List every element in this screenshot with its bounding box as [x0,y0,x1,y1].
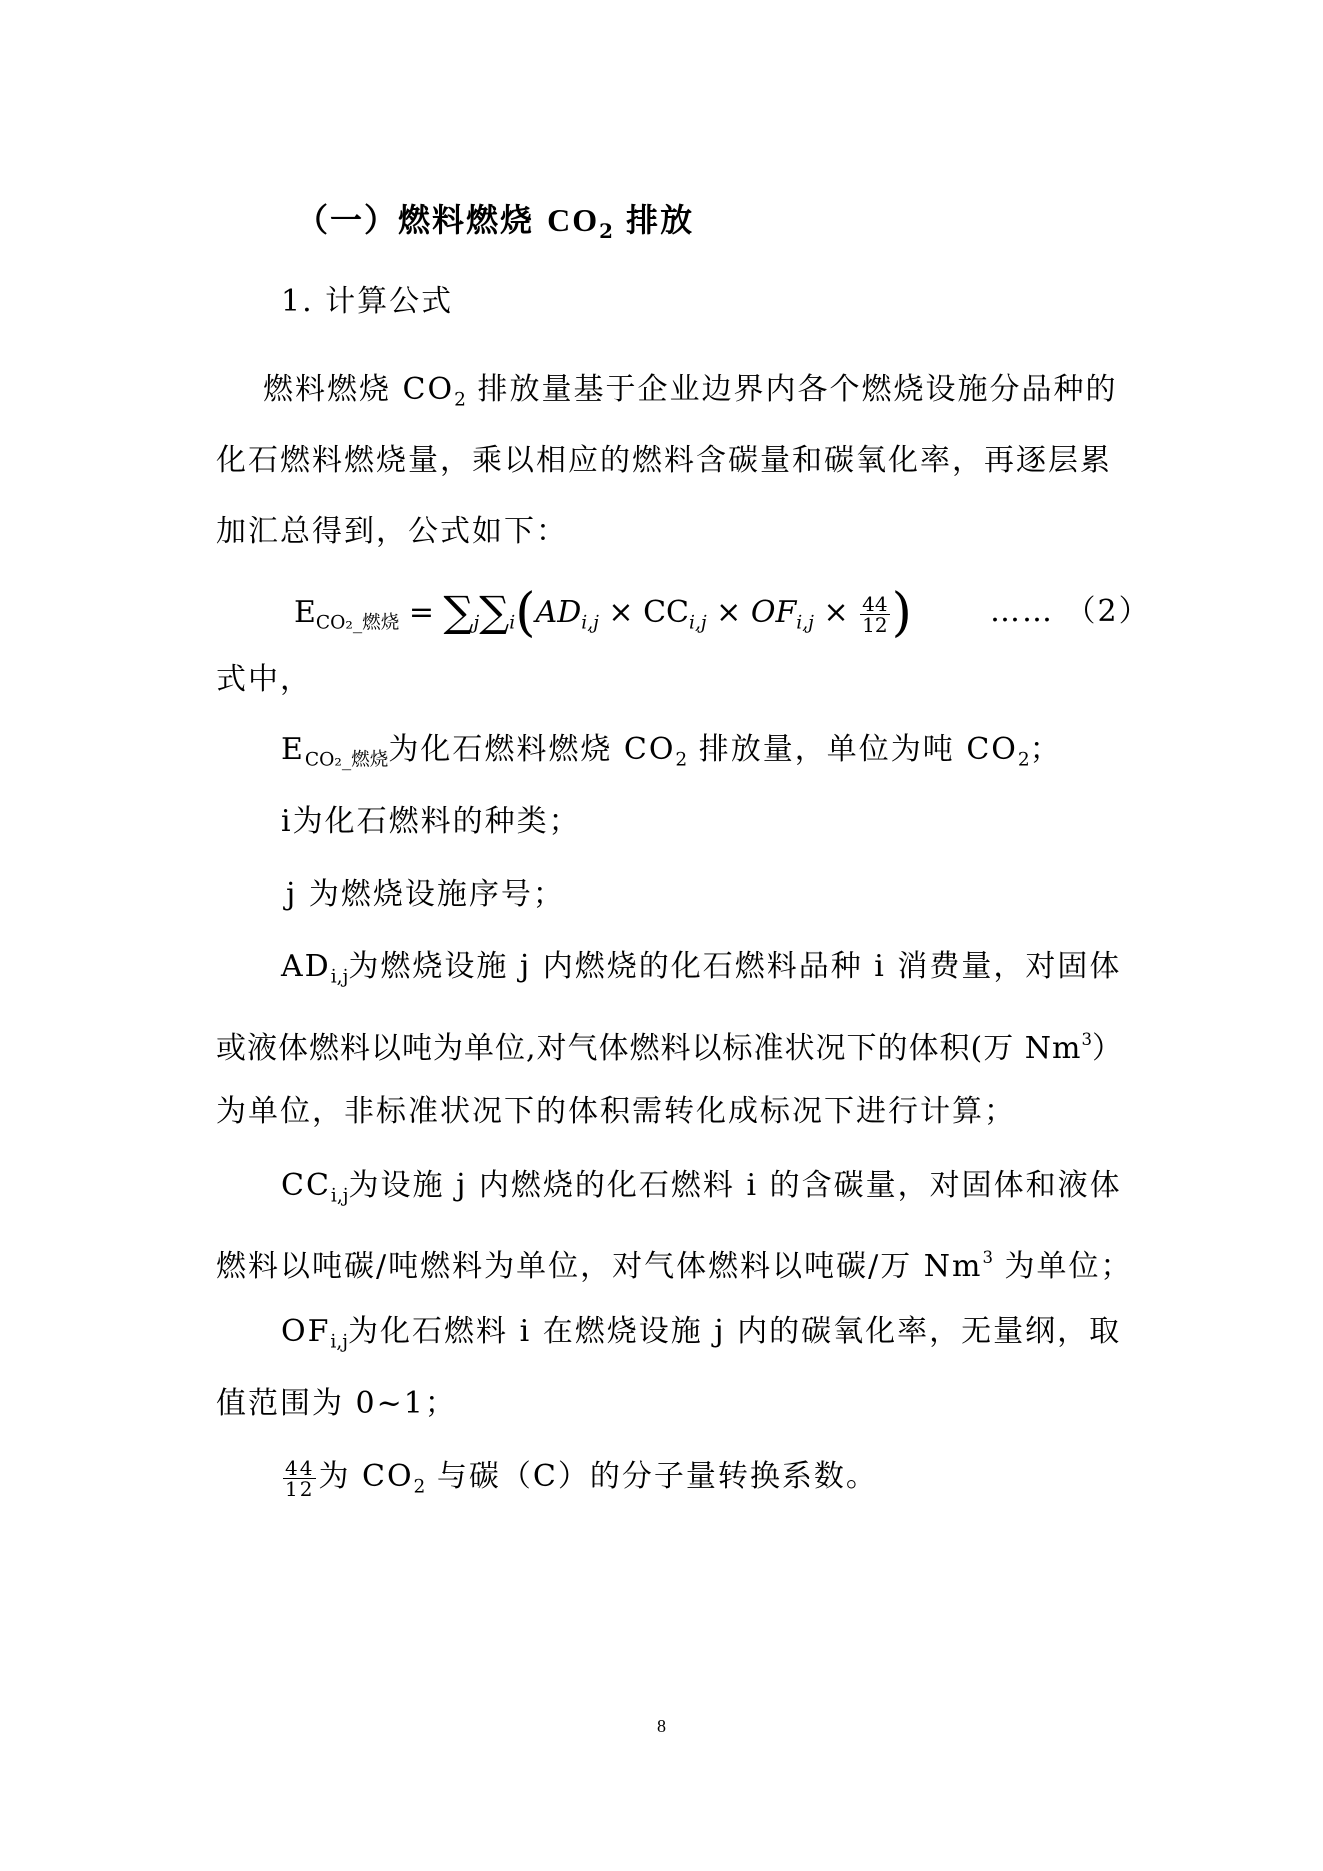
formula-lhs: E [294,595,316,630]
heading-chem: CO [547,202,600,238]
sum-index-j: j [473,612,480,634]
def-i [281,802,581,842]
def-e-sub3: 2 [1017,749,1030,771]
formula [294,582,912,642]
def-of-symbol: OF [281,1314,331,1349]
def-e-text-b: 排放量，单位为吨 CO [687,732,1018,767]
formula-of-sub: i,j [796,612,814,634]
def-ad-text-1: 为燃烧设施 j 内燃烧的化石燃料品种 i 消费量，对固体 [348,949,1122,984]
sum-symbol-i: ∑ [479,587,510,636]
ratio-fraction [283,1455,316,1501]
fraction-denominator: 12 [862,612,888,637]
ratio-text-b: 与碳（C）的分子量转换系数。 [425,1459,878,1494]
open-paren: ( [515,583,536,643]
def-ad-line-2 [216,1020,1123,1069]
def-i-symbol: i [281,804,293,839]
def-of-text-1: 为化石燃料 i 在燃烧设施 j 内的碳氧化率，无量纲，取 [348,1314,1122,1349]
def-ad-text-2a: 或液体燃料以吨为单位,对气体燃料以标准状况下的体积(万 Nm [216,1031,1082,1067]
intro-sub: 2 [454,389,466,411]
def-j-symbol: j [286,877,298,912]
def-e-symbol-sub: CO₂_燃烧 [304,749,389,771]
sum-index-i: i [509,612,516,634]
def-e [281,730,1062,781]
ratio-numerator: 44 [285,1455,315,1480]
def-j-text: 为燃烧设施序号； [297,877,565,912]
formula-ad: AD [535,595,582,630]
formula-times-3: × [813,595,859,630]
def-e-sub2: 2 [675,749,688,771]
section-heading [296,200,694,251]
formula-number: …… （2） [990,594,1151,629]
close-paren: ) [891,583,912,643]
intro-line-3: 加汇总得到，公式如下： [216,514,568,549]
ratio-denominator: 12 [285,1476,315,1501]
def-e-text-a: 为化石燃料燃烧 CO [388,732,676,767]
subheading: 1. 计算公式 [281,284,454,319]
fraction-numerator: 44 [862,591,888,616]
def-ad-line-1 [281,947,1121,998]
def-cc-line-2 [216,1238,1133,1287]
heading-suffix: 排放 [612,201,695,239]
formula-ad-sub: i,j [581,612,599,634]
def-of-line-2: 值范围为 0~1； [216,1386,457,1421]
def-ad-text-2b: ） [1091,1031,1123,1067]
intro-text-a: 燃料燃烧 CO [263,372,455,407]
def-cc-symbol-sub: i,j [330,1185,349,1207]
formula-times-1: × [598,595,644,630]
def-ad-sup: 3 [1081,1030,1092,1049]
formula-times-2: × [706,595,751,630]
where-label: 式中， [216,662,312,697]
def-e-text-c: ； [1029,732,1062,767]
page-number: 8 [657,1716,666,1736]
intro-line-1 [263,370,1117,421]
def-cc-text-2a: 燃料以吨碳/吨燃料为单位，对气体燃料以吨碳/万 Nm [216,1249,983,1285]
sum-symbol-j: ∑ [443,587,474,636]
def-cc-sup: 3 [982,1248,993,1267]
intro-text-b: 排放量基于企业边界内各个燃烧设施分品种的 [465,372,1118,407]
def-i-text: 为化石燃料的种类； [292,804,581,839]
formula-cc-sub: i,j [689,612,707,634]
def-of-symbol-sub: i,j [330,1331,349,1353]
formula-eq: = [399,595,444,630]
heading-sub: 2 [599,218,613,243]
intro-line-2: 化石燃料燃烧量，乘以相应的燃料含碳量和碳氧化率，再逐层累 [216,443,1112,478]
def-ad-symbol-sub: i,j [330,966,349,988]
formula-cc: CC [643,595,690,630]
def-of-line-1 [281,1312,1121,1363]
ratio-sub: 2 [413,1476,426,1498]
def-cc-text-1: 为设施 j 内燃烧的化石燃料 i 的含碳量，对固体和液体 [348,1168,1122,1203]
def-cc-line-1 [281,1166,1122,1217]
def-ratio [281,1452,878,1502]
formula-fraction [860,591,889,637]
def-ad-line-3: 为单位，非标准状况下的体积需转化成标况下进行计算； [216,1094,1016,1129]
formula-lhs-sub: CO₂_燃烧 [315,612,400,634]
def-e-symbol: E [281,732,305,767]
heading-prefix: （一）燃料燃烧 [296,201,548,239]
ratio-text-a: 为 CO [318,1459,414,1494]
def-j [286,875,565,915]
def-ad-symbol: AD [281,949,331,984]
def-cc-symbol: CC [281,1168,331,1203]
formula-of: OF [750,595,797,630]
def-cc-text-2b: 为单位； [992,1249,1133,1285]
